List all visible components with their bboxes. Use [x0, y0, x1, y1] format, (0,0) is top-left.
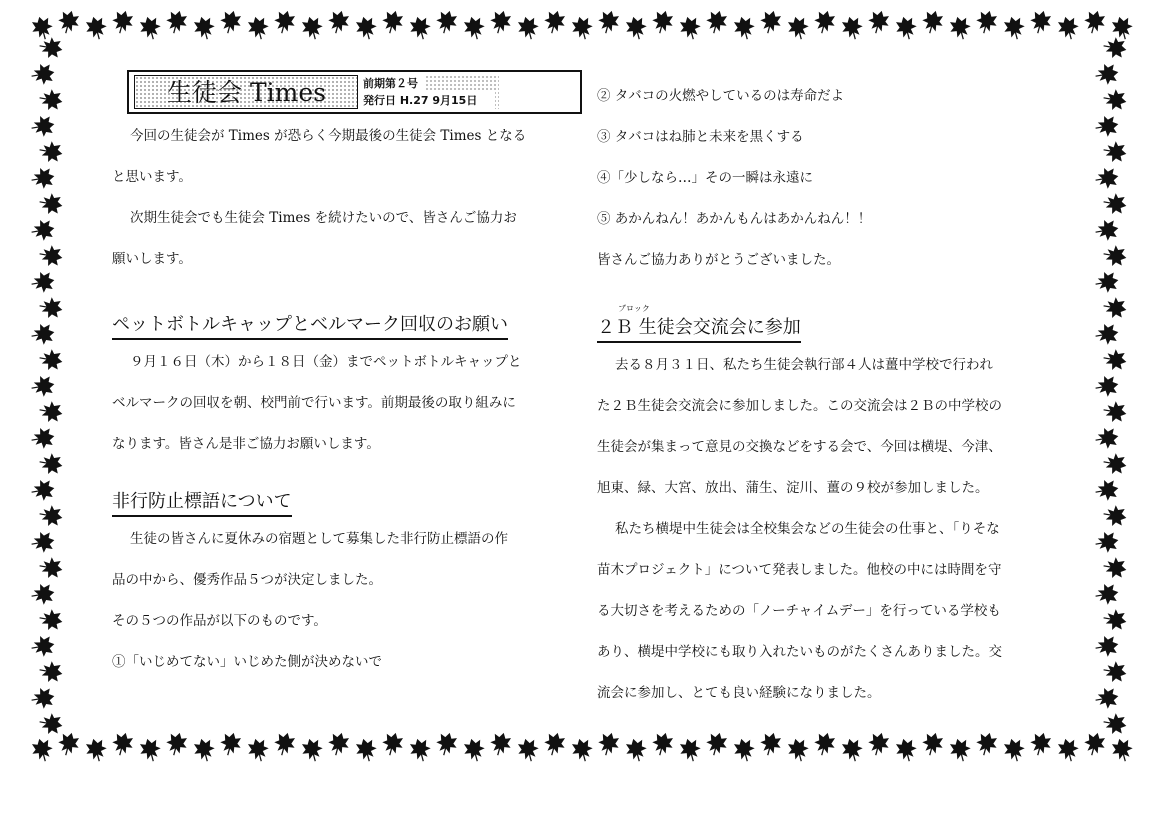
ivy-leaf-icon	[947, 14, 973, 42]
ivy-leaf-icon	[866, 8, 892, 36]
ivy-leaf-icon	[30, 374, 56, 399]
ivy-leaf-icon	[623, 14, 649, 42]
ivy-leaf-icon	[407, 14, 433, 42]
ivy-leaf-icon	[245, 14, 271, 42]
ivy-leaf-icon	[569, 14, 595, 42]
recycling-line: ベルマークの回収を朝、校門前で行います。前期最後の取り組みに	[112, 395, 516, 411]
ivy-leaf-icon	[569, 736, 595, 764]
ivy-leaf-icon	[1102, 451, 1128, 476]
ivy-leaf-icon	[1094, 582, 1120, 607]
ivy-leaf-icon	[1102, 347, 1128, 372]
ivy-leaf-icon	[731, 14, 757, 42]
exchange-line: 去る８月３１日、私たち生徒会執行部４人は薑中学校で行われ	[615, 357, 993, 373]
ivy-leaf-icon	[38, 451, 64, 476]
ivy-leaf-icon	[30, 270, 56, 295]
ivy-leaf-icon	[1001, 736, 1027, 764]
ivy-leaf-icon	[839, 736, 865, 764]
ivy-leaf-icon	[218, 730, 244, 758]
ivy-leaf-icon	[30, 736, 55, 764]
ivy-leaf-icon	[596, 730, 622, 758]
ivy-leaf-icon	[164, 8, 190, 36]
issue-date: 発行日 H.27 9月15日	[361, 92, 495, 109]
ivy-leaf-icon	[893, 14, 919, 42]
recycling-line: なります。皆さん是非ご協力お願いします。	[112, 436, 380, 452]
ivy-leaf-icon	[866, 730, 892, 758]
ivy-leaf-icon	[30, 478, 56, 503]
ivy-leaf-icon	[38, 36, 64, 60]
exchange-line: 苗木プロジェクト」について発表しました。他校の中には時間を守	[597, 562, 1002, 578]
ivy-leaf-icon	[299, 14, 325, 42]
ivy-leaf-icon	[785, 14, 811, 42]
ivy-leaf-icon	[38, 295, 64, 320]
ivy-leaf-icon	[1102, 295, 1128, 320]
ivy-leaf-icon	[1102, 36, 1128, 60]
ivy-leaf-icon	[1055, 14, 1081, 42]
ivy-leaf-icon	[30, 686, 56, 711]
ivy-leaf-icon	[1082, 730, 1108, 758]
ivy-leaf-icon	[1028, 730, 1054, 758]
ivy-leaf-icon	[407, 736, 433, 764]
ivy-leaf-icon	[299, 736, 325, 764]
ivy-leaf-icon	[110, 8, 136, 36]
ivy-leaf-icon	[812, 8, 838, 36]
ivy-leaf-icon	[30, 114, 56, 139]
ivy-leaf-icon	[38, 659, 64, 684]
ivy-leaf-icon	[650, 8, 676, 36]
ivy-leaf-icon	[920, 8, 946, 36]
slogan-item: ③ タバコはね肺と未来を黒くする	[597, 129, 804, 145]
ivy-leaf-icon	[38, 139, 64, 164]
ivy-leaf-icon	[1102, 191, 1128, 216]
ivy-leaf-icon	[1094, 114, 1120, 139]
exchange-line: 生徒会が集まって意見の交換などをする会で、今回は横堤、今津、	[597, 439, 1002, 455]
ivy-leaf-icon	[30, 530, 56, 555]
ivy-border-bottom	[30, 726, 1135, 766]
slogan-item: ② タバコの火燃やしているのは寿命だよ	[597, 88, 845, 104]
ivy-leaf-icon	[677, 14, 703, 42]
thanks-line: 皆さんご協力ありがとうございました。	[597, 252, 840, 268]
ivy-leaf-icon	[515, 736, 541, 764]
ivy-leaf-icon	[488, 8, 514, 36]
ivy-leaf-icon	[380, 730, 406, 758]
exchange-line: あり、横堤中学校にも取り入れたいものがたくさんありました。交	[597, 644, 1002, 660]
ivy-leaf-icon	[461, 736, 487, 764]
ivy-leaf-icon	[1082, 8, 1108, 36]
ivy-leaf-icon	[38, 711, 64, 736]
ivy-leaf-icon	[353, 736, 379, 764]
ivy-leaf-icon	[1102, 711, 1128, 736]
ivy-leaf-icon	[461, 14, 487, 42]
masthead-title: 生徒会 Times	[134, 75, 358, 109]
ivy-leaf-icon	[1094, 686, 1120, 711]
ivy-leaf-icon	[1094, 374, 1120, 399]
ivy-leaf-icon	[272, 730, 298, 758]
ivy-leaf-icon	[191, 736, 217, 764]
ivy-leaf-icon	[1094, 530, 1120, 555]
intro-line: 今回の生徒会が Times が恐らく今期最後の生徒会 Times となる	[130, 128, 527, 144]
slogan-item: ①「いじめてない」いじめた側が決めないで	[112, 654, 382, 670]
ivy-leaf-icon	[30, 426, 56, 451]
ivy-border-right	[1090, 36, 1134, 736]
ivy-leaf-icon	[30, 634, 56, 659]
heading-ruby: ブロック	[618, 304, 650, 313]
intro-line: と思います。	[112, 169, 192, 185]
ivy-leaf-icon	[30, 218, 56, 243]
slogan-intro-line: 生徒の皆さんに夏休みの宿題として募集した非行防止標語の作	[130, 531, 508, 547]
ivy-border-left	[26, 36, 70, 736]
ivy-leaf-icon	[1001, 14, 1027, 42]
ivy-leaf-icon	[218, 8, 244, 36]
exchange-line: 旭東、緑、大宮、放出、蒲生、淀川、薑の９校が参加しました。	[597, 480, 989, 496]
slogan-item: ④「少しなら…」その一瞬は永遠に	[597, 170, 813, 186]
ivy-leaf-icon	[974, 8, 1000, 36]
ivy-leaf-icon	[83, 14, 109, 42]
exchange-line: た２Ｂ生徒会交流会に参加しました。この交流会は２Ｂの中学校の	[597, 398, 1002, 414]
ivy-leaf-icon	[30, 62, 56, 87]
ivy-leaf-icon	[38, 347, 64, 372]
ivy-leaf-icon	[1094, 62, 1120, 87]
ivy-leaf-icon	[758, 8, 784, 36]
ivy-leaf-icon	[326, 8, 352, 36]
masthead	[127, 70, 582, 114]
ivy-leaf-icon	[542, 8, 568, 36]
ivy-leaf-icon	[488, 730, 514, 758]
ivy-leaf-icon	[1094, 426, 1120, 451]
ivy-leaf-icon	[1102, 243, 1128, 268]
ivy-leaf-icon	[30, 582, 56, 607]
ivy-leaf-icon	[137, 736, 163, 764]
ivy-leaf-icon	[1055, 736, 1081, 764]
ivy-leaf-icon	[83, 736, 109, 764]
ivy-leaf-icon	[623, 736, 649, 764]
ivy-leaf-icon	[434, 8, 460, 36]
ivy-leaf-icon	[1102, 555, 1128, 580]
ivy-leaf-icon	[380, 8, 406, 36]
ivy-leaf-icon	[893, 736, 919, 764]
ivy-leaf-icon	[272, 8, 298, 36]
ivy-leaf-icon	[30, 166, 56, 191]
ivy-leaf-icon	[1102, 659, 1128, 684]
intro-line: 願いします。	[112, 251, 192, 267]
ivy-leaf-icon	[1028, 8, 1054, 36]
exchange-line: る大切さを考えるための「ノーチャイムデー」を行っている学校も	[597, 603, 1001, 619]
ivy-leaf-icon	[596, 8, 622, 36]
recycling-line: ９月１６日（木）から１８日（金）までペットボトルキャップと	[130, 354, 522, 370]
ivy-leaf-icon	[1109, 14, 1135, 42]
ivy-leaf-icon	[245, 736, 271, 764]
ivy-leaf-icon	[30, 14, 55, 42]
ivy-leaf-icon	[1094, 634, 1120, 659]
ivy-leaf-icon	[38, 191, 64, 216]
ivy-leaf-icon	[839, 14, 865, 42]
ivy-leaf-icon	[1094, 166, 1120, 191]
ivy-leaf-icon	[30, 322, 56, 347]
ivy-leaf-icon	[353, 14, 379, 42]
left-column	[112, 116, 582, 683]
section-heading-slogans: 非行防止標語について	[112, 489, 292, 517]
ivy-leaf-icon	[56, 730, 82, 758]
intro-line: 次期生徒会でも生徒会 Times を続けたいので、皆さんご協力お	[130, 210, 517, 226]
ivy-leaf-icon	[704, 8, 730, 36]
ivy-leaf-icon	[326, 730, 352, 758]
section-heading-exchange: ２Ｂ 生徒会交流会に参加	[597, 315, 801, 343]
ivy-leaf-icon	[758, 730, 784, 758]
ivy-leaf-icon	[812, 730, 838, 758]
ivy-leaf-icon	[515, 14, 541, 42]
ivy-leaf-icon	[677, 736, 703, 764]
exchange-heading-wrap	[597, 304, 1059, 343]
slogan-item: ⑤ あかんねん！あかんもんはあかんねん！！	[597, 211, 872, 227]
ivy-leaf-icon	[38, 607, 64, 632]
slogan-intro-line: 品の中から、優秀作品５つが決定しました。	[112, 572, 382, 588]
ivy-leaf-icon	[110, 730, 136, 758]
ivy-leaf-icon	[1102, 399, 1128, 424]
ivy-leaf-icon	[1109, 736, 1135, 764]
ivy-leaf-icon	[38, 243, 64, 268]
ivy-leaf-icon	[974, 730, 1000, 758]
ivy-leaf-icon	[1094, 218, 1120, 243]
ivy-leaf-icon	[191, 14, 217, 42]
section-heading-recycling: ペットボトルキャップとベルマーク回収のお願い	[112, 312, 508, 340]
ivy-leaf-icon	[731, 736, 757, 764]
ivy-leaf-icon	[1102, 607, 1128, 632]
ivy-leaf-icon	[38, 555, 64, 580]
ivy-leaf-icon	[38, 399, 64, 424]
ivy-leaf-icon	[1102, 503, 1128, 528]
ivy-leaf-icon	[1094, 270, 1120, 295]
ivy-leaf-icon	[1102, 139, 1128, 164]
ivy-leaf-icon	[785, 736, 811, 764]
issue-number: 前期第２号	[361, 75, 425, 92]
ivy-leaf-icon	[1094, 478, 1120, 503]
ivy-leaf-icon	[650, 730, 676, 758]
ivy-leaf-icon	[920, 730, 946, 758]
ivy-leaf-icon	[704, 730, 730, 758]
masthead-meta	[361, 75, 499, 109]
ivy-leaf-icon	[542, 730, 568, 758]
ivy-leaf-icon	[164, 730, 190, 758]
ivy-leaf-icon	[56, 8, 82, 36]
ivy-leaf-icon	[137, 14, 163, 42]
exchange-line: 私たち横堤中生徒会は全校集会などの生徒会の仕事と、「りそな	[615, 521, 1000, 537]
ivy-leaf-icon	[947, 736, 973, 764]
ivy-border-top	[30, 4, 1135, 44]
ivy-leaf-icon	[434, 730, 460, 758]
slogan-intro-line: その５つの作品が以下のものです。	[112, 613, 327, 629]
ivy-leaf-icon	[1094, 322, 1120, 347]
ivy-leaf-icon	[1102, 87, 1128, 112]
ivy-leaf-icon	[38, 87, 64, 112]
right-column	[597, 76, 1059, 714]
ivy-leaf-icon	[38, 503, 64, 528]
exchange-line: 流会に参加し、とても良い経験になりました。	[597, 685, 881, 701]
